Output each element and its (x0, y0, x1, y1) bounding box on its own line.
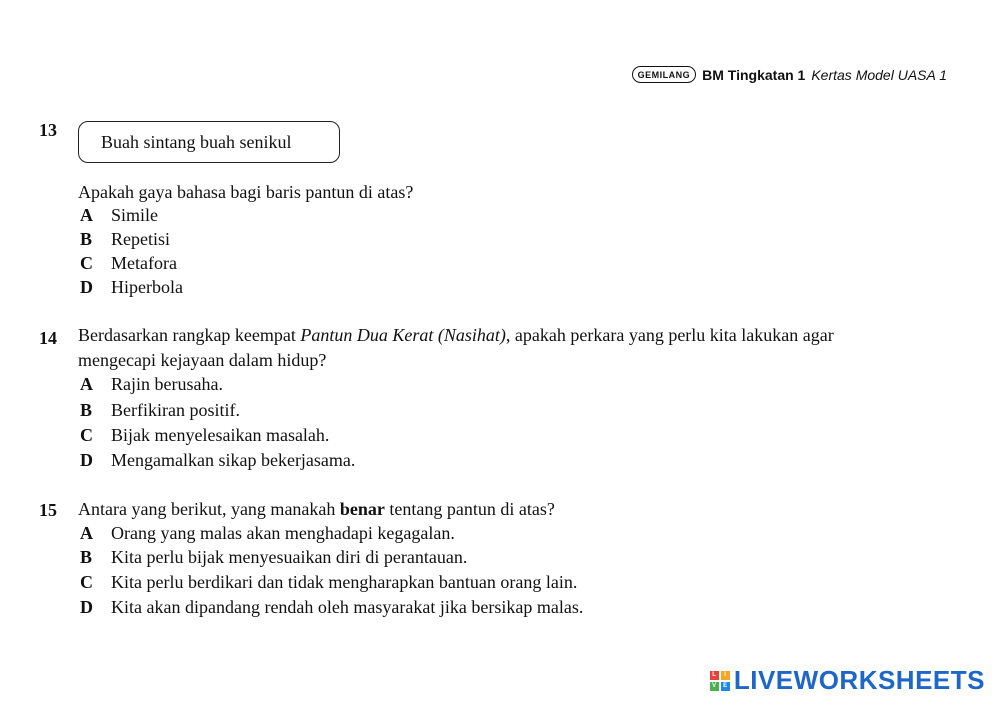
emphasis-benar: benar (339, 499, 385, 519)
liveworksheets-icon (710, 671, 730, 691)
question-15-option-b[interactable]: B Kita perlu bijak menyesuaikan diri di perantauan. (80, 547, 468, 567)
question-14-option-b[interactable]: B Berfikiran positif. (80, 400, 240, 420)
question-14-option-d[interactable]: D Mengamalkan sikap bekerjasama. (80, 450, 356, 470)
question-13-option-a[interactable]: A Simile (80, 205, 159, 225)
question-13-number: 13 (39, 120, 57, 140)
pantun-box (78, 121, 340, 163)
question-14-stem: Berdasarkan rangkap keempat Pantun Dua Kerat (Nasihat), apakah perkara yang perlu kita lakukan agar mengecapi kejayaan dalam hidup? (78, 325, 834, 370)
liveworksheets-text: LIVEWORKSHEETS (733, 665, 985, 695)
poem-title: Pantun Dua Kerat (Nasihat) (300, 325, 506, 345)
question-14-option-c[interactable]: C Bijak menyelesaikan masalah. (80, 425, 330, 445)
question-15-stem: Antara yang berikut, yang manakah benar tentang pantun di atas? (78, 499, 555, 519)
question-15-number: 15 (39, 500, 57, 520)
pantun-line: Buah sintang buah senikul (101, 131, 292, 152)
question-15-option-a[interactable]: A Orang yang malas akan menghadapi kegagalan. (80, 523, 455, 543)
question-13-option-c[interactable]: C Metafora (80, 253, 177, 273)
publisher-logo (632, 66, 697, 83)
question-15-option-c[interactable]: C Kita perlu berdikari dan tidak mengharapkan bantuan orang lain. (80, 572, 578, 592)
header-title: BM Tingkatan 1 (702, 66, 806, 83)
icon-square-e: E (721, 682, 730, 691)
icon-square-v: V (710, 682, 719, 691)
question-15-option-d[interactable]: D Kita akan dipandang rendah oleh masyarakat jika bersikap malas. (80, 597, 584, 617)
question-13-option-d[interactable]: D Hiperbola (80, 277, 183, 297)
publisher-logo-text: GEMILANG (637, 69, 691, 80)
icon-square-i: I (721, 671, 730, 680)
page-header (632, 66, 947, 83)
icon-square-l: L (710, 671, 719, 680)
header-subtitle: Kertas Model UASA 1 (811, 66, 947, 83)
question-13-option-b[interactable]: B Repetisi (80, 229, 170, 249)
question-14-number: 14 (39, 328, 57, 348)
question-13-stem: Apakah gaya bahasa bagi baris pantun di atas? (78, 182, 414, 202)
liveworksheets-logo[interactable] (710, 665, 985, 696)
question-14-option-a[interactable]: A Rajin berusaha. (80, 374, 223, 394)
